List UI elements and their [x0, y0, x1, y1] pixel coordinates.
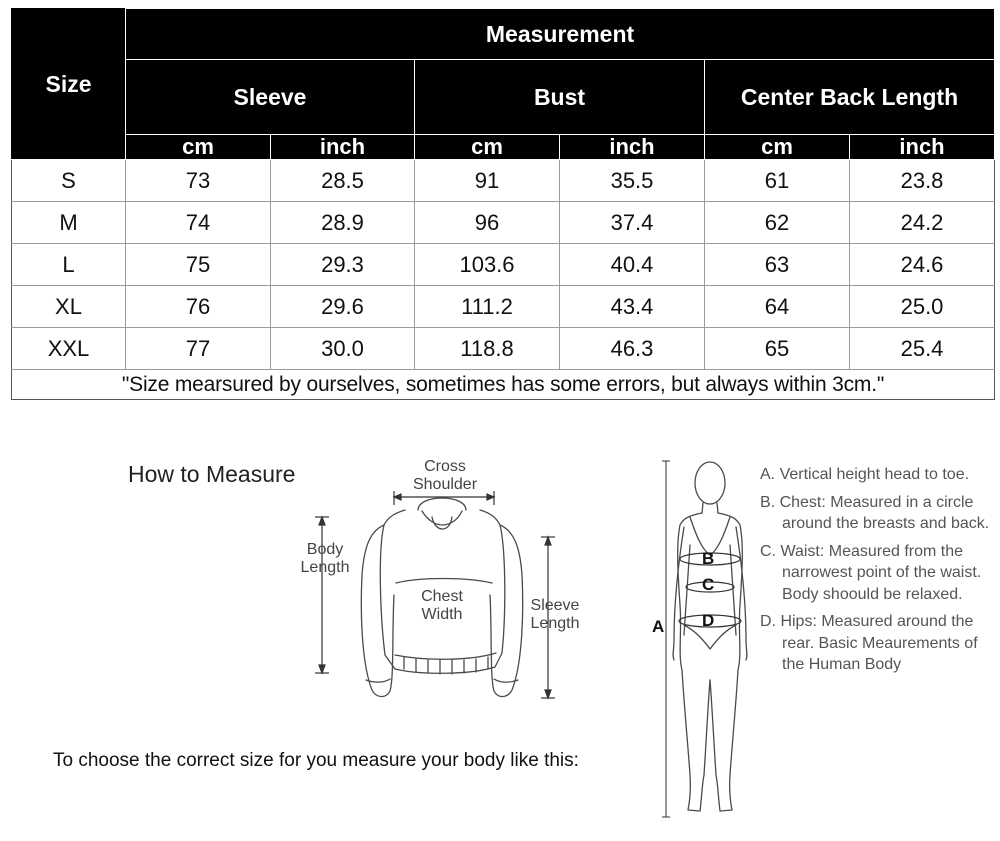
table-cell: 96 — [415, 202, 560, 244]
point-d-label: D — [702, 611, 715, 630]
table-cell: 73 — [126, 160, 271, 202]
sleeve-length-label-line: Sleeve — [530, 597, 580, 614]
unit-header: cm — [705, 135, 850, 160]
sweater-sketch-icon — [300, 455, 600, 715]
sleeve-length-label-line: Length — [530, 615, 580, 632]
unit-header: inch — [271, 135, 415, 160]
chest-width-label-line: Width — [421, 606, 463, 623]
table-cell: 62 — [705, 202, 850, 244]
measurement-header: Measurement — [126, 9, 995, 60]
chest-width-label-line: Chest — [421, 588, 463, 605]
cross-shoulder-label — [400, 458, 490, 494]
measurement-legend — [760, 464, 992, 682]
body-length-label-line: Body — [306, 541, 344, 558]
table-cell: 111.2 — [415, 286, 560, 328]
legend-item: A. Vertical height head to toe. — [760, 466, 970, 483]
table-cell: 118.8 — [415, 328, 560, 370]
chest-width-label — [412, 588, 472, 624]
point-b-label: B — [702, 549, 715, 568]
table-cell: 61 — [705, 160, 850, 202]
size-cell: XXL — [12, 328, 126, 370]
sleeve-header: Sleeve — [126, 60, 415, 135]
table-cell: 91 — [415, 160, 560, 202]
table-cell: 24.6 — [850, 244, 995, 286]
legend-item: C. Waist: Measured from the narrowest point of the waist. Body shoould be relaxed. — [760, 542, 982, 603]
size-cell: M — [12, 202, 126, 244]
human-body-figure-icon — [660, 455, 760, 825]
table-row — [12, 244, 995, 286]
table-cell: 75 — [126, 244, 271, 286]
unit-header: cm — [126, 135, 271, 160]
unit-header: inch — [850, 135, 995, 160]
cross-shoulder-label-line: Shoulder — [412, 476, 478, 493]
table-cell: 30.0 — [271, 328, 415, 370]
note-row — [12, 370, 995, 400]
table-cell: 76 — [126, 286, 271, 328]
table-cell: 63 — [705, 244, 850, 286]
size-chart-table — [11, 8, 995, 400]
table-cell: 29.3 — [271, 244, 415, 286]
table-cell: 46.3 — [560, 328, 705, 370]
table-cell: 43.4 — [560, 286, 705, 328]
body-length-label — [298, 541, 352, 577]
sleeve-length-label — [524, 597, 586, 633]
size-cell: L — [12, 244, 126, 286]
table-cell: 28.9 — [271, 202, 415, 244]
bust-header: Bust — [415, 60, 705, 135]
table-row — [12, 286, 995, 328]
unit-header: cm — [415, 135, 560, 160]
table-cell: 103.6 — [415, 244, 560, 286]
table-cell: 74 — [126, 202, 271, 244]
table-cell: 64 — [705, 286, 850, 328]
table-cell: 28.5 — [271, 160, 415, 202]
legend-item: B. Chest: Measured in a circle around the breasts and back. — [760, 493, 990, 532]
size-cell: S — [12, 160, 126, 202]
table-row — [12, 160, 995, 202]
unit-header: inch — [560, 135, 705, 160]
size-cell: XL — [12, 286, 126, 328]
size-header: Size — [12, 9, 126, 160]
table-cell: 25.4 — [850, 328, 995, 370]
body-length-label-line: Length — [300, 559, 350, 576]
table-cell: 29.6 — [271, 286, 415, 328]
table-cell: 35.5 — [560, 160, 705, 202]
point-c-label: C — [702, 575, 715, 594]
table-cell: 23.8 — [850, 160, 995, 202]
cross-shoulder-label-line: Cross — [424, 458, 466, 475]
legend-item: D. Hips: Measured around the rear. Basic Meaurements of the Human Body — [760, 613, 978, 673]
table-cell: 24.2 — [850, 202, 995, 244]
table-row — [12, 328, 995, 370]
choose-size-instruction: To choose the correct size for you measure your body like this: — [53, 750, 579, 771]
table-cell: 37.4 — [560, 202, 705, 244]
table-row — [12, 202, 995, 244]
measurement-note: "Size mearsured by ourselves, sometimes has some errors, but always within 3cm." — [12, 370, 995, 400]
table-cell: 40.4 — [560, 244, 705, 286]
table-cell: 77 — [126, 328, 271, 370]
table-cell: 65 — [705, 328, 850, 370]
how-to-measure-title: How to Measure — [128, 461, 296, 487]
table-cell: 25.0 — [850, 286, 995, 328]
point-a-label: A — [652, 617, 665, 636]
center-back-length-header: Center Back Length — [705, 60, 995, 135]
